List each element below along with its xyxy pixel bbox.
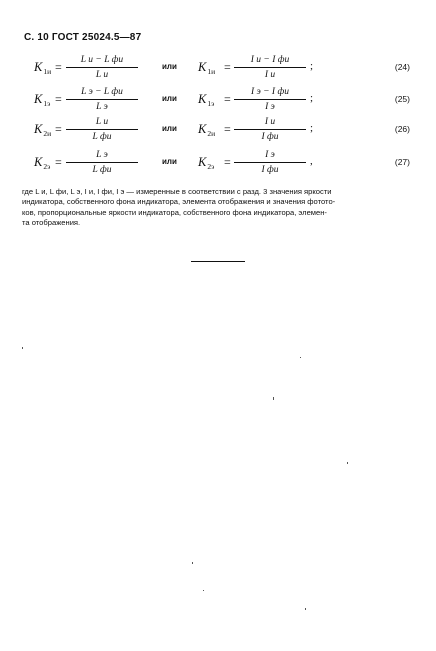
or-word: или [162,157,177,166]
equals-sign: = [224,92,231,106]
equals-sign: = [55,122,62,136]
fraction-denominator: I э [265,102,275,112]
equals-sign: = [224,60,231,74]
equation-left-fraction [66,86,138,113]
equals-sign: = [55,92,62,106]
fraction-numerator: I и [264,117,276,127]
paragraph-line: где L и, L фи, L э, I и, I фи, I э — измеренные в соответствии с разд. 3 значения яркости [22,187,332,196]
fraction-numerator: I э − I фи [251,87,289,97]
fraction-bar [234,99,306,100]
equation-number: (24) [394,62,410,72]
fraction-bar [66,99,138,100]
equation-left-fraction [66,54,138,81]
fraction-bar [234,67,306,68]
fraction-denominator: L и [95,70,109,80]
equation-row [0,119,436,145]
equation-number: (27) [394,157,410,167]
paragraph-line: индикатора, собственного фона индикатора, элемента отображения и значения фотото- [22,197,336,207]
equation-right-fraction [234,149,306,176]
equals-sign: = [55,155,62,169]
equation-left-symbol: $K_{2э}$ [34,155,51,171]
scan-speck [192,562,193,564]
equation-end-punctuation: , [310,155,313,167]
paragraph-line: та отображения. [22,218,81,228]
equation-row [0,57,436,83]
scan-speck [305,608,306,610]
fraction-numerator: L и − L фи [80,55,124,65]
or-word: или [162,124,177,133]
equation-right-fraction [234,54,306,81]
equals-sign: = [224,155,231,169]
equation-end-punctuation: ; [310,122,314,134]
fraction-bar [66,162,138,163]
fraction-numerator: L э [96,150,108,160]
equation-row [0,152,436,178]
equation-right-symbol: $K_{2э}$ [198,155,215,171]
fraction-denominator: I фи [261,165,279,175]
or-word: или [162,94,177,103]
equation-right-symbol: $K_{1и}$ [198,60,216,76]
page-header: С. 10 ГОСТ 25024.5—87 [24,32,142,43]
or-word: или [162,62,177,71]
fraction-bar [66,67,138,68]
paragraph-line: ков, пропорциональные яркости индикатора, собственного фона индикатора, элемен- [22,207,327,217]
equation-end-punctuation: ; [310,60,314,72]
equation-left-fraction [66,116,138,143]
equation-left-symbol: $K_{1и}$ [34,60,52,76]
fraction-numerator: I э [265,150,275,160]
scan-speck [347,462,348,464]
scan-speck [273,397,274,400]
equals-sign: = [224,122,231,136]
equals-sign: = [55,60,62,74]
fraction-numerator: I и − I фи [250,55,290,65]
fraction-bar [66,129,138,130]
fraction-denominator: L фи [92,132,112,142]
equation-left-symbol: $K_{1э}$ [34,92,51,108]
equation-row [0,89,436,115]
scan-speck [22,347,23,349]
equation-left-fraction [66,149,138,176]
equation-right-fraction [234,86,306,113]
fraction-bar [234,162,306,163]
equation-left-symbol: $K_{2и}$ [34,122,52,138]
fraction-numerator: L и [95,117,109,127]
fraction-bar [234,129,306,130]
equation-number: (26) [394,124,410,134]
fraction-denominator: I и [264,70,276,80]
equation-right-fraction [234,116,306,143]
scan-speck [203,590,204,591]
equation-end-punctuation: ; [310,92,314,104]
explanation-paragraph [22,187,414,229]
fraction-numerator: L э − L фи [81,87,123,97]
fraction-denominator: L э [96,102,108,112]
equation-right-symbol: $K_{2и}$ [198,122,216,138]
scan-speck [300,357,301,358]
equation-number: (25) [394,94,410,104]
fraction-denominator: L фи [92,165,112,175]
section-divider [191,261,245,262]
equation-right-symbol: $K_{1э}$ [198,92,215,108]
fraction-denominator: I фи [261,132,279,142]
